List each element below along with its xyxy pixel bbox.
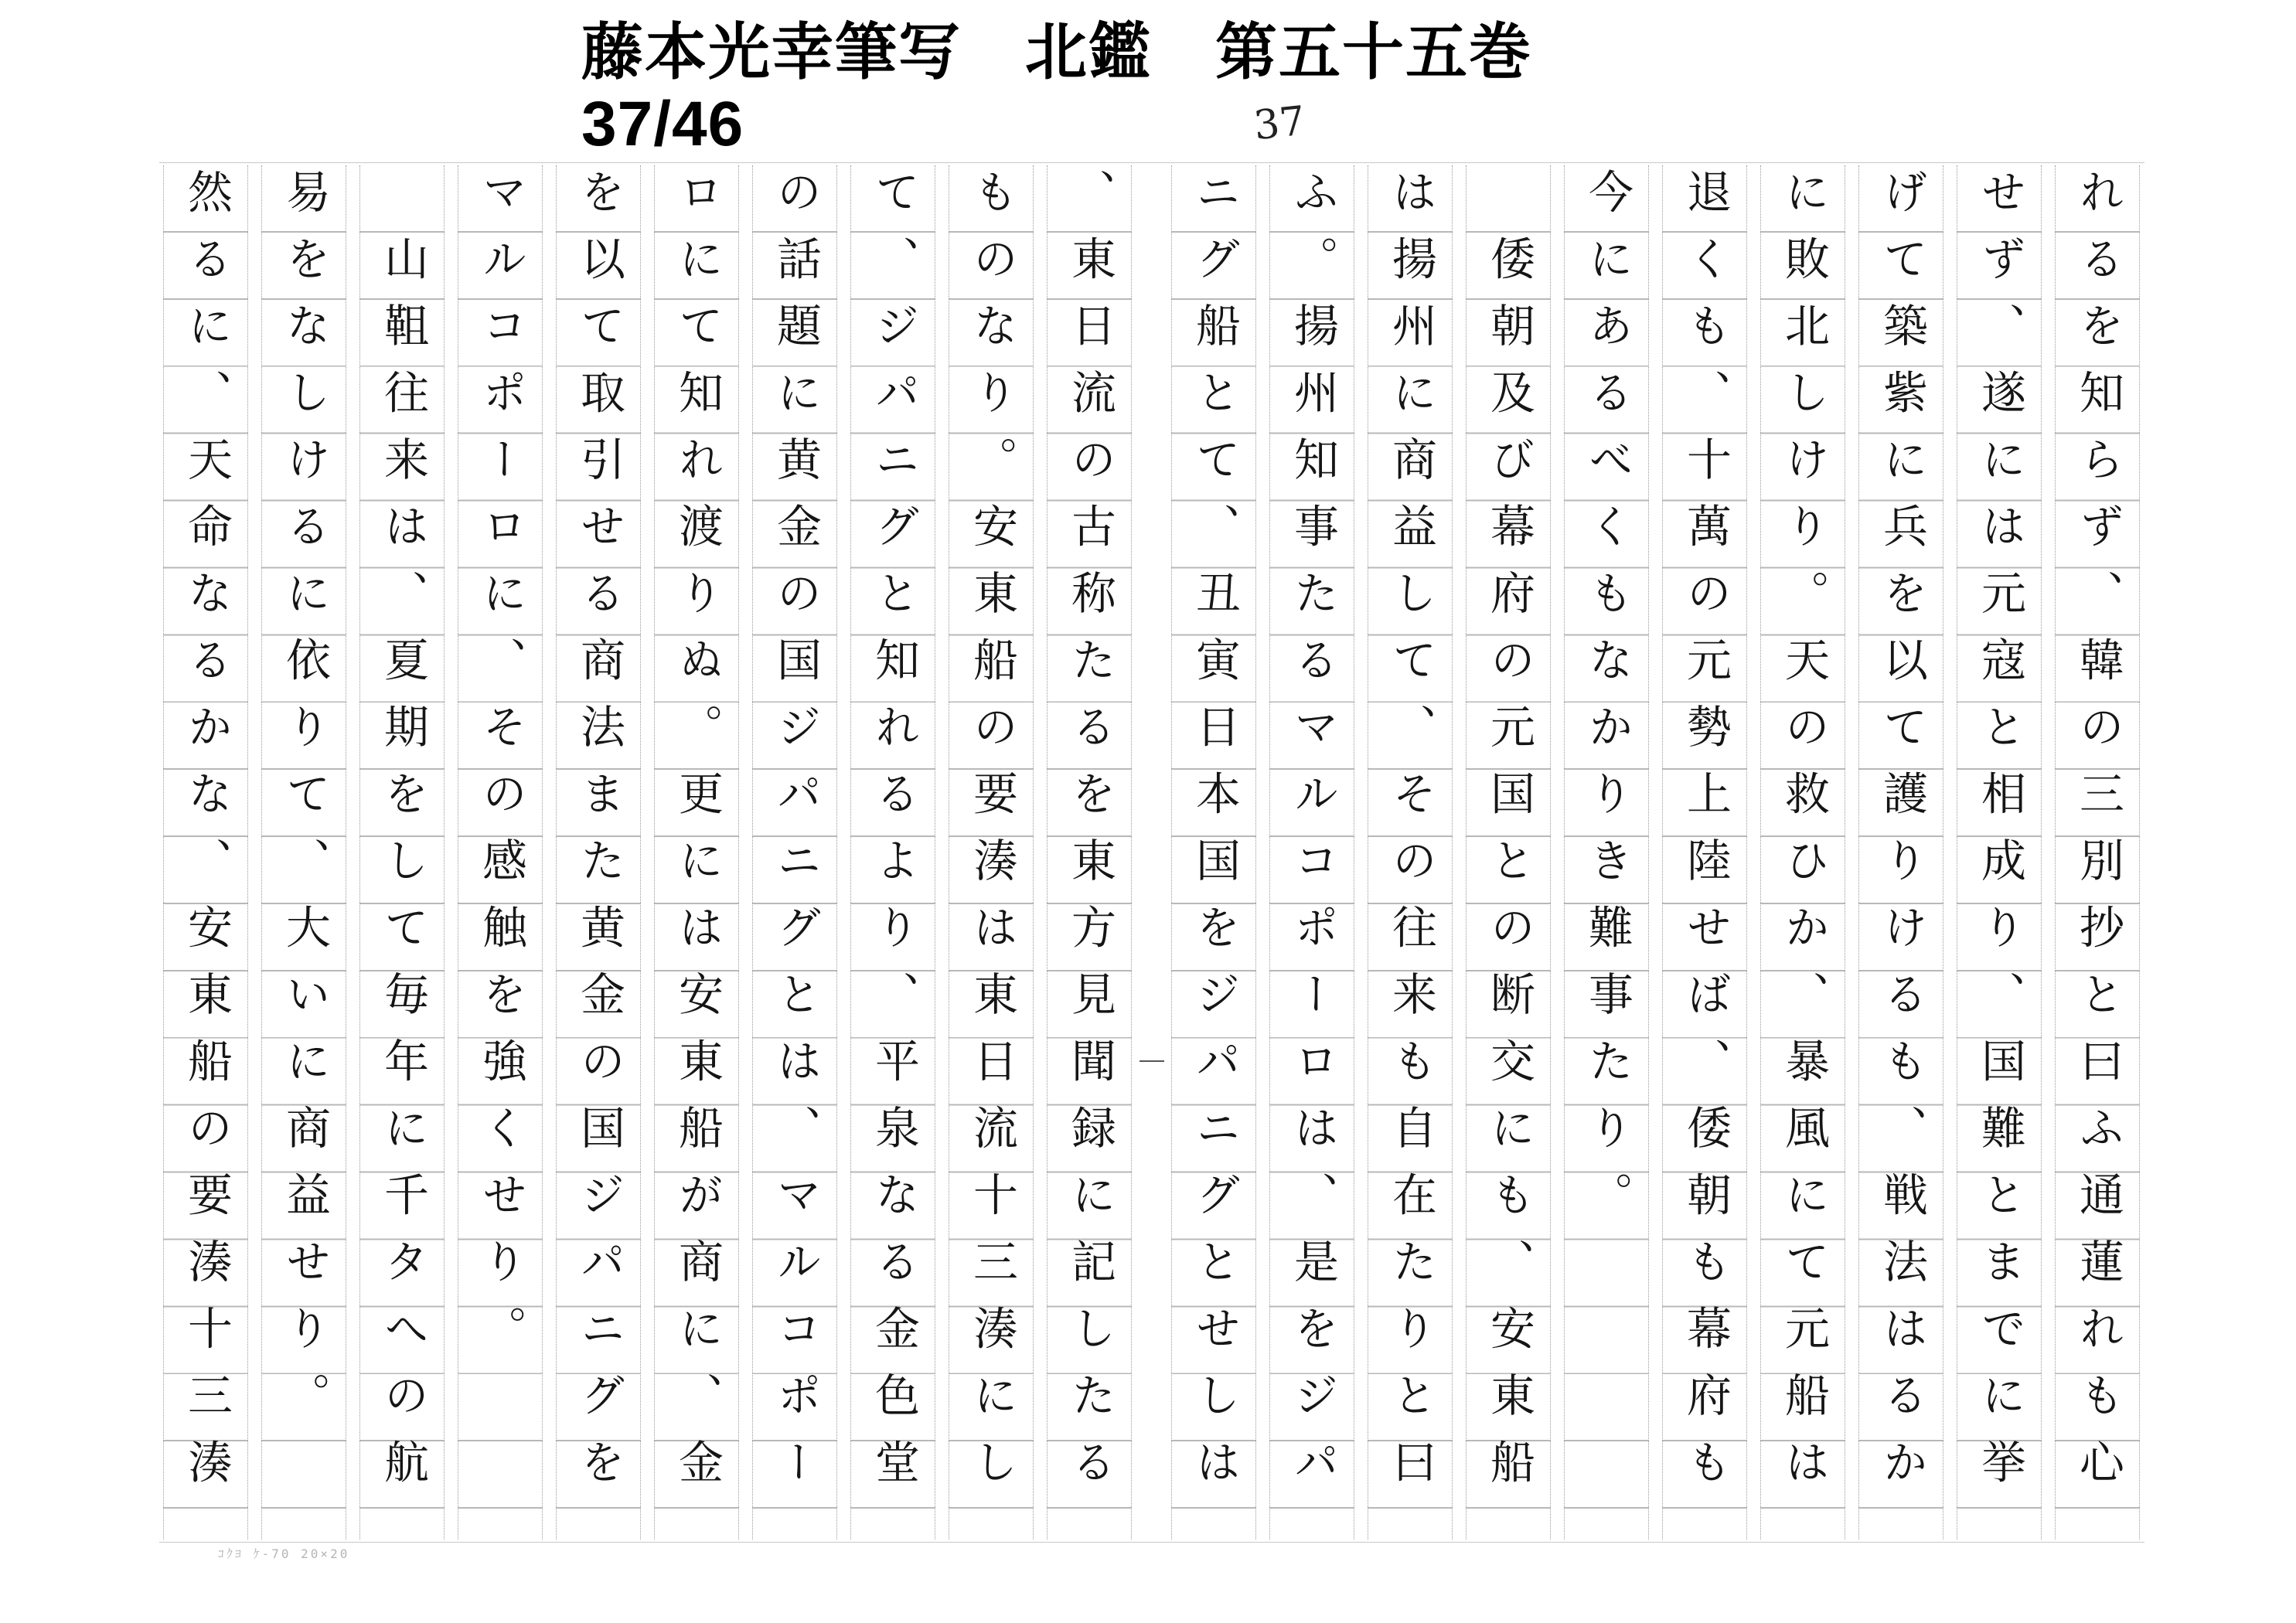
column-text: げて築紫に兵を以て護りけるも、戦法はるか (1875, 168, 1928, 1506)
column-text: 退くも、十萬の元勢上陸せば、倭朝も幕府も (1679, 168, 1732, 1506)
column-text: ロにて知れ渡りぬ。更には安東船が商に、金 (671, 168, 724, 1506)
column-text: ものなり。安東船の要湊は東日流十三湊にし (966, 168, 1018, 1506)
manuscript-column (1760, 165, 1845, 1540)
manuscript-column (1269, 165, 1354, 1540)
manuscript-column (1466, 165, 1551, 1540)
column-text: 易をなしけるに依りて、大いに商益せり。 (278, 168, 331, 1439)
manuscript-column (1957, 165, 2042, 1540)
column-text: は揚州に商益して、その往来も自在たりと曰 (1385, 168, 1437, 1506)
fold-mark (1139, 1060, 1164, 1062)
manuscript-column (1047, 165, 1132, 1540)
column-text: 然るに、天命なるかな、安東船の要湊十三湊 (180, 168, 233, 1506)
manuscript-column (1171, 165, 1256, 1540)
page-number: 37/46 (581, 89, 744, 159)
manuscript-column (359, 165, 445, 1540)
manuscript-column (2055, 165, 2140, 1540)
handwritten-page-note: 37 (1252, 97, 1308, 150)
column-text: せず、遂には元寇と相成り、国難とまでに挙 (1974, 168, 2026, 1506)
manuscript-column (458, 165, 543, 1540)
paper-maker-footer: ｺｸﾖ ｹ-70 20×20 (218, 1546, 350, 1561)
column-text: 倭朝及び幕府の元国との断交にも、安東船 (1483, 168, 1535, 1506)
column-text: を以て取引せる商法また黄金の国ジパニグを (573, 168, 625, 1506)
column-text: れるを知らず、韓の三別抄と曰ふ通蓮れも心 (2072, 168, 2124, 1506)
manuscript-right-half (1170, 165, 2141, 1540)
column-text: 山靻往来は、夏期をして毎年に千タへの航 (376, 168, 429, 1506)
manuscript-column (1368, 165, 1453, 1540)
manuscript-column (261, 165, 346, 1540)
center-fold (1133, 165, 1170, 1540)
column-text: ふ。揚州知事たるマルコポーロは、是をジパ (1286, 168, 1339, 1506)
column-text: 、東日流の古称たるを東方見聞録に記したる (1064, 168, 1116, 1506)
manuscript-column (556, 165, 641, 1540)
manuscript-column (752, 165, 837, 1540)
column-text: ニグ船とて、丑寅日本国をジパニグとせしは (1188, 168, 1241, 1506)
manuscript-column (163, 165, 248, 1540)
column-text: マルコポーロに、その感触を強くせり。 (475, 168, 527, 1372)
column-text: に敗北しけり。天の救ひか、暴風にて元船は (1777, 168, 1830, 1506)
column-text: て、ジパニグと知れるより、平泉なる金色堂 (867, 168, 920, 1506)
manuscript-left-half (162, 165, 1133, 1540)
manuscript-column (654, 165, 739, 1540)
manuscript-column (1564, 165, 1649, 1540)
manuscript-column (1858, 165, 1943, 1540)
manuscript-sheet (162, 165, 2141, 1540)
manuscript-column (850, 165, 935, 1540)
manuscript-column (949, 165, 1034, 1540)
page-header (581, 16, 1532, 159)
column-text: の話題に黄金の国ジパニグとは、マルコポー (769, 168, 822, 1506)
manuscript-column (1662, 165, 1747, 1540)
column-text: 今にあるべくもなかりき難事たり。 (1581, 168, 1633, 1238)
document-title: 藤本光幸筆写 北鑑 第五十五巻 (581, 16, 1532, 88)
